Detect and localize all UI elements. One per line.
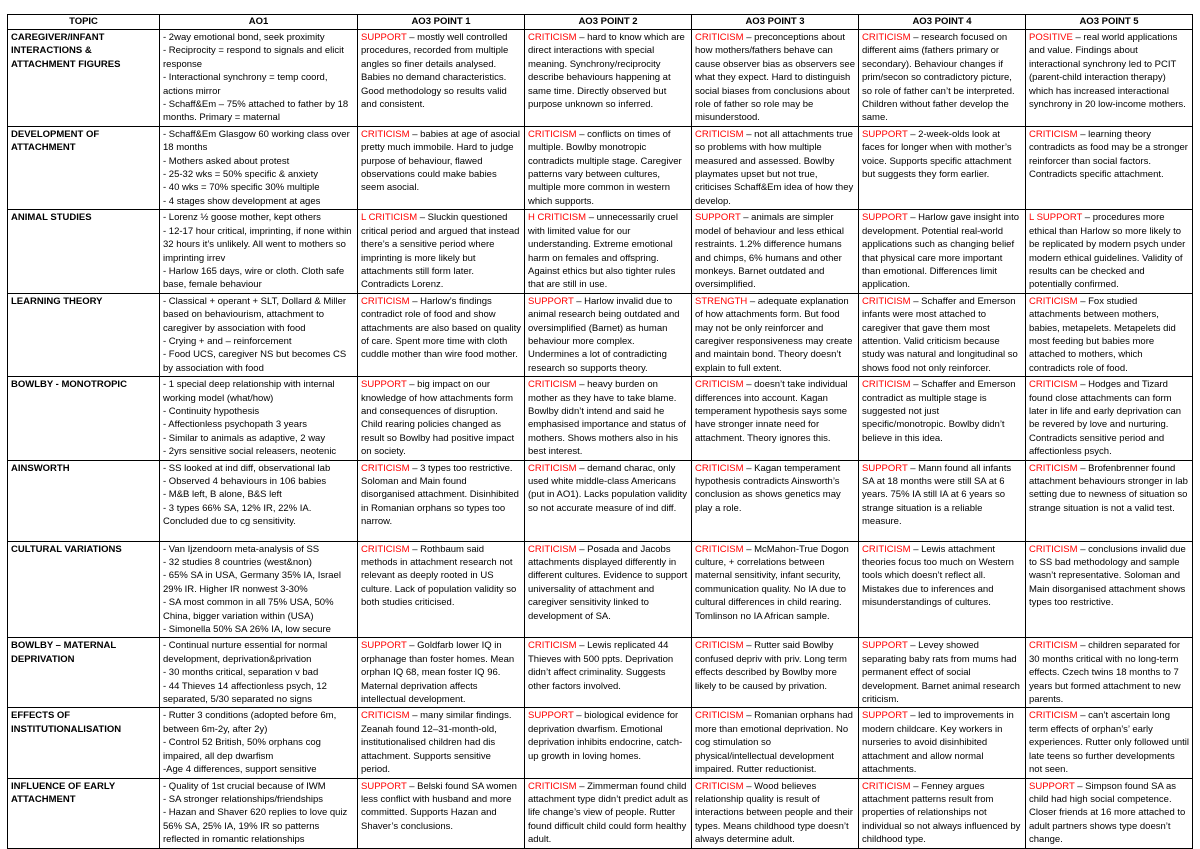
- ao1-cell: - 2way emotional bond, seek proximity - Reciprocity = respond to signals and elicit response - Interactional synchrony = temp coord, actions mirror - Schaff&Em – 75% attached to father by 18 months. Primary = maternal: [160, 30, 358, 127]
- evaluation-text: – adequate explanation of how attachments form. But food may not be only reinforcer and caregiver responsiveness may create and maintain bond. Theory doesn’t explain to full extent.: [695, 295, 853, 374]
- evaluation-text: – animals are simpler model of behaviour and less ethical restraints. 1.2% difference humans and chimps, 6% humans and other monkeys. Barnet outdated and oversimplified.: [695, 212, 844, 291]
- ao3-point-4-cell: [859, 541, 1026, 638]
- ao3-point-4-cell: [859, 293, 1026, 376]
- evaluation-text: – children separated for 30 months critical with no long-term effects. Czech twins 18 months to 7 years but formed attachment to new parents.: [1029, 640, 1181, 706]
- evaluation-label: CRITICISM: [1029, 379, 1078, 391]
- ao3-point-5-cell: [1026, 460, 1193, 541]
- evaluation-text: – many similar findings. Zeanah found 12–31-month-old, institutionalised children had dis attachment. Supports sensitive period.: [361, 710, 512, 776]
- ao3-point-2-cell: [525, 460, 692, 541]
- evaluation-text: – conclusions invalid due to SS bad methodology and sample wasn’t representative. Soloman and Main disorganised attachment shows types too restrictive.: [1029, 543, 1186, 609]
- evaluation-text: – Goldfarb lower IQ in orphanage than foster homes. Mean orphan IQ 68, mean foster IQ 96. Maternal deprivation affects intellectual development.: [361, 640, 515, 706]
- evaluation-label: CRITICISM: [1029, 462, 1078, 474]
- evaluation-text: – demand charac, only used white middle-class Americans (put in AO1). Lacks population validity so not accurate measure of ind diff.: [528, 462, 687, 514]
- evaluation-label: SUPPORT: [862, 462, 908, 474]
- evaluation-text: – Rutter said Bowlby confused depriv with priv. Long term effects described by Bowlby more likely to be caused by privation.: [695, 640, 847, 692]
- evaluation-label: CRITICISM: [862, 379, 911, 391]
- ao3-point-3-cell: [692, 293, 859, 376]
- evaluation-text: – Harlow invalid due to animal research being outdated and oversimplified (Barnet) as human behaviour more complex. Undermines a lot of contradicting research so supports theory.: [528, 295, 680, 374]
- evaluation-label: CRITICISM: [695, 710, 744, 722]
- ao3-point-5-cell: [1026, 778, 1193, 848]
- table-row: [8, 708, 1193, 778]
- ao3-point-4-cell: [859, 778, 1026, 848]
- evaluation-label: CRITICISM: [361, 543, 410, 555]
- ao3-point-1-cell: [358, 30, 525, 127]
- ao3-point-5-cell: [1026, 126, 1193, 209]
- ao3-point-4-cell: [859, 210, 1026, 293]
- evaluation-text: – Brofenbrenner found attachment behaviours stronger in lab setting due to newness of situation so strange situation is not a valid test.: [1029, 462, 1188, 514]
- evaluation-label: CRITICISM: [695, 462, 744, 474]
- topic-cell: LEARNING THEORY: [8, 293, 160, 376]
- evaluation-label: SUPPORT: [361, 32, 407, 43]
- evaluation-label: CRITICISM: [1029, 543, 1078, 555]
- evaluation-text: – Simpson found SA as child had high social competence. Closer friends at 16 more attached to adult partners shows type doesn’t change.: [1029, 780, 1186, 846]
- ao3-point-5-cell: [1026, 30, 1193, 127]
- ao3-point-2-cell: [525, 293, 692, 376]
- table-row: [8, 377, 1193, 460]
- evaluation-text: – Schaffer and Emerson infants were most attached to caregiver that gave them most attention. Valid criticism because study was natural and longitudinal so shows food not only reinforcer.: [862, 295, 1018, 374]
- evaluation-text: – led to improvements in modern childcare. Key workers in nurseries to avoid disinhibited attachment and allow normal attachments.: [862, 710, 1014, 776]
- evaluation-label: CRITICISM: [528, 462, 577, 474]
- evaluation-label: CRITICISM: [1029, 295, 1078, 307]
- topic-cell: ANIMAL STUDIES: [8, 210, 160, 293]
- ao3-point-3-cell: [692, 460, 859, 541]
- ao3-point-1-cell: [358, 126, 525, 209]
- evaluation-text: – heavy burden on mother as they have to take blame. Bowlby didn’t intend and said he emphasised importance and status of mothers. Shows mothers also in his best interest.: [528, 379, 686, 458]
- table-row: [8, 126, 1193, 209]
- evaluation-label: POSITIVE: [1029, 32, 1073, 43]
- evaluation-text: – biological evidence for deprivation dwarfism. Emotional deprivation inhibits endocrine, catch-up growth in loving homes.: [528, 710, 683, 762]
- evaluation-text: – not all attachments true so problems with how multiple measured and assessed. Bowlby playmates upset but not true, criticises Schaff&Em idea of how they develop.: [695, 128, 854, 207]
- evaluation-text: – Schaffer and Emerson contradict as multiple stage is suggested not just specific/monotropic. Bowlby didn’t believe in this idea.: [862, 379, 1016, 444]
- evaluation-text: – Zimmerman found child attachment type didn’t predict adult as life change’s view of people. Rutter found difficult child could form healthy adult.: [528, 780, 689, 846]
- evaluation-label: SUPPORT: [361, 780, 407, 792]
- evaluation-label: CRITICISM: [528, 640, 577, 652]
- header-topic: TOPIC: [8, 15, 160, 30]
- ao3-point-1-cell: [358, 377, 525, 460]
- evaluation-text: – Kagan temperament hypothesis contradicts Ainsworth’s conclusion as shows genetics may play a role.: [695, 462, 841, 514]
- evaluation-text: – hard to know which are direct interactions with special meaning. Synchrony/reciprocity describe behaviours happening at same time. Directly observed but purpose unknown so inferred.: [528, 32, 685, 111]
- ao3-point-4-cell: [859, 377, 1026, 460]
- evaluation-label: SUPPORT: [862, 710, 908, 722]
- topic-cell: CULTURAL VARIATIONS: [8, 541, 160, 638]
- table-row: [8, 293, 1193, 376]
- evaluation-label: SUPPORT: [528, 295, 574, 307]
- table-row: [8, 638, 1193, 708]
- ao3-point-3-cell: [692, 126, 859, 209]
- ao3-point-1-cell: [358, 708, 525, 778]
- evaluation-label: SUPPORT: [695, 212, 741, 224]
- header-row: [8, 15, 1193, 30]
- evaluation-label: CRITICISM: [528, 128, 577, 140]
- header-ao3-point-4: AO3 POINT 4: [859, 15, 1026, 30]
- topic-cell: DEVELOPMENT OF ATTACHMENT: [8, 126, 160, 209]
- evaluation-text: – Rothbaum said methods in attachment research not relevant as deeply rooted in US culture. Lack of population validity so both studies criticised.: [361, 543, 517, 609]
- ao3-point-2-cell: [525, 30, 692, 127]
- evaluation-label: CRITICISM: [695, 640, 744, 652]
- topic-cell: INFLUENCE OF EARLY ATTACHMENT: [8, 778, 160, 848]
- ao3-point-1-cell: [358, 638, 525, 708]
- ao3-point-2-cell: [525, 778, 692, 848]
- evaluation-label: SUPPORT: [361, 640, 407, 652]
- evaluation-text: – doesn’t take individual differences into account. Kagan temperament hypothesis says some have stronger innate need for attachment. Theory ignores this.: [695, 379, 848, 444]
- ao3-point-5-cell: [1026, 541, 1193, 638]
- evaluation-text: – Harlow’s findings contradict role of food and show attachments are also based on quality of care. Spent more time with cloth cuddle mother than wire food mother.: [361, 295, 522, 361]
- evaluation-label: CRITICISM: [695, 128, 744, 140]
- ao3-point-3-cell: [692, 377, 859, 460]
- evaluation-text: – Posada and Jacobs attachments displayed differently in different cultures. Evidence to support universality of attachment and caregiver sensitivity linked to development of SA.: [528, 543, 688, 622]
- evaluation-label: CRITICISM: [528, 32, 577, 43]
- evaluation-label: SUPPORT: [862, 128, 908, 140]
- evaluation-text: – real world applications and value. Findings about interactional synchrony led to PCIT (parent-child interaction therapy) which has increased interactional synchrony in 20 low-income mothers.: [1029, 32, 1186, 111]
- evaluation-text: – research focused on different aims (fathers primary or secondary). Behaviour changes if prim/secon so contradictory picture, so role of father can’t be interpreted. Children without father develop the same.: [862, 32, 1015, 124]
- ao3-point-4-cell: [859, 460, 1026, 541]
- ao1-cell: - Lorenz ½ goose mother, kept others - 12-17 hour critical, imprinting, if none within 32 hours it’s unlikely. All went to mothers so imprinting irrev - Harlow 165 days, wire or cloth. Cloth safe base, female behaviour: [160, 210, 358, 293]
- ao3-point-5-cell: [1026, 210, 1193, 293]
- evaluation-label: CRITICISM: [528, 543, 577, 555]
- topic-cell: AINSWORTH: [8, 460, 160, 541]
- ao3-point-5-cell: [1026, 377, 1193, 460]
- evaluation-label: CRITICISM: [528, 780, 577, 792]
- ao3-point-1-cell: [358, 293, 525, 376]
- evaluation-label: CRITICISM: [862, 32, 911, 43]
- ao3-point-4-cell: [859, 126, 1026, 209]
- evaluation-label: SUPPORT: [528, 710, 574, 722]
- evaluation-label: SUPPORT: [1029, 780, 1075, 792]
- evaluation-label: CRITICISM: [695, 780, 744, 792]
- evaluation-text: – Lewis attachment theories focus too much on Western tools which doesn’t reflect all. Mistakes due to inferences and misunderstandings of cultures.: [862, 543, 1014, 609]
- evaluation-label: CRITICISM: [361, 295, 410, 307]
- ao3-point-5-cell: [1026, 708, 1193, 778]
- ao3-point-4-cell: [859, 708, 1026, 778]
- evaluation-text: – Harlow gave insight into development. Potential real-world applications such as changing belief that physical care more important than emotional. Differences limit application.: [862, 212, 1020, 291]
- ao3-point-2-cell: [525, 541, 692, 638]
- revision-table: [7, 14, 1193, 849]
- evaluation-label: CRITICISM: [695, 543, 744, 555]
- ao3-point-3-cell: [692, 210, 859, 293]
- ao3-point-3-cell: [692, 778, 859, 848]
- header-ao3-point-5: AO3 POINT 5: [1026, 15, 1193, 30]
- evaluation-text: – Fox studied attachments between mothers, babies, metapelets. Metapelets did most feeding but babies more attached to mothers, which contradicts role of food.: [1029, 295, 1176, 374]
- ao1-cell: - SS looked at ind diff, observational lab - Observed 4 behaviours in 106 babies - M&B left, B alone, B&S left - 3 types 66% SA, 12% IR, 22% IA. Concluded due to cg sensitivity.: [160, 460, 358, 541]
- ao3-point-1-cell: [358, 778, 525, 848]
- ao1-cell: - 1 special deep relationship with internal working model (what/how) - Continuity hypothesis - Affectionless psychopath 3 years - Similar to animals as adaptive, 2 way - 2yrs sensitive social releasers, neotenic: [160, 377, 358, 460]
- evaluation-label: L CRITICISM: [361, 212, 418, 224]
- ao3-point-1-cell: [358, 541, 525, 638]
- ao3-point-4-cell: [859, 638, 1026, 708]
- ao3-point-2-cell: [525, 638, 692, 708]
- evaluation-text: – mostly well controlled procedures, recorded from multiple angles so finer details analysed. Babies no demand characteristics. Good methodology so results valid and consistent.: [361, 32, 509, 111]
- evaluation-label: H CRITICISM: [528, 212, 587, 224]
- evaluation-text: – Hodges and Tizard found close attachments can form later in life and early deprivation can be revered by love and nurturing. Contradicts sensitive period and affectionless psych.: [1029, 379, 1182, 458]
- evaluation-label: CRITICISM: [361, 710, 410, 722]
- topic-cell: BOWLBY – MATERNAL DEPRIVATION: [8, 638, 160, 708]
- table-row: [8, 210, 1193, 293]
- ao3-point-5-cell: [1026, 293, 1193, 376]
- evaluation-label: CRITICISM: [862, 295, 911, 307]
- evaluation-label: CRITICISM: [361, 128, 410, 140]
- evaluation-text: – procedures more ethical than Harlow so more likely to be replicated by modern psych under modern ethical guidelines. Validity of results can be checked and potentially confirmed.: [1029, 212, 1186, 291]
- ao1-cell: - Continual nurture essential for normal development, deprivation&privation - 30 months critical, separation v bad - 44 Thieves 14 affectionless psych, 12 separated, 5/30 separated no signs: [160, 638, 358, 708]
- ao3-point-2-cell: [525, 377, 692, 460]
- evaluation-text: – babies at age of asocial pretty much immobile. Hard to judge purpose of behaviour, flawed observations could make babies seem asocial.: [361, 128, 520, 194]
- ao3-point-3-cell: [692, 30, 859, 127]
- evaluation-label: CRITICISM: [528, 379, 577, 391]
- ao1-cell: - Van Ijzendoorn meta-analysis of SS - 32 studies 8 countries (west&non) - 65% SA in USA, Germany 35% IA, Israel 29% IR. Higher IR nonwest 3-30% - SA most common in all 75% USA, 50% China, bigger variation within (USA) - Simonella 50% SA 26% IA, low secure: [160, 541, 358, 638]
- topic-cell: BOWLBY - MONOTROPIC: [8, 377, 160, 460]
- ao1-cell: - Schaff&Em Glasgow 60 working class over 18 months - Mothers asked about protest - 25-32 wks = 50% specific & anxiety - 40 wks = 70% specific 30% multiple - 4 stages show development at ages: [160, 126, 358, 209]
- evaluation-text: – Mann found all infants SA at 18 months were still SA at 6 years. 75% IA still IA at 6 years so strange situation is a reliable measure.: [862, 462, 1012, 528]
- document-page: [7, 14, 1193, 849]
- evaluation-label: SUPPORT: [361, 379, 407, 391]
- ao1-cell: - Classical + operant + SLT, Dollard & Miller based on behaviourism, attachment to caregiver by association with food - Crying + and – reinforcement - Food UCS, caregiver NS but becomes CS by association with food: [160, 293, 358, 376]
- evaluation-text: – McMahon-True Dogon culture, + correlations between maternal sensitivity, infant security, communication quality. No IA due to cultural differences in child rearing. Tomlinson no IA African sample.: [695, 543, 849, 622]
- evaluation-text: – Lewis replicated 44 Thieves with 500 ppts. Deprivation didn’t affect criminality. Suggests other factors involved.: [528, 640, 674, 692]
- evaluation-text: – Levey showed separating baby rats from mums had permanent effect of social development. Barnet animal research criticism.: [862, 640, 1020, 706]
- ao3-point-1-cell: [358, 210, 525, 293]
- ao3-point-4-cell: [859, 30, 1026, 127]
- evaluation-label: CRITICISM: [1029, 128, 1078, 140]
- header-ao3-point-1: AO3 POINT 1: [358, 15, 525, 30]
- ao1-cell: - Rutter 3 conditions (adopted before 6m, between 6m-2y, after 2y) - Control 52 British, 50% orphans cog impaired, all dep dwarfism -Age 4 differences, support sensitive: [160, 708, 358, 778]
- table-row: [8, 778, 1193, 848]
- ao3-point-2-cell: [525, 708, 692, 778]
- evaluation-label: CRITICISM: [1029, 640, 1078, 652]
- evaluation-text: – Fenney argues attachment patterns result from properties of relationships not individual so not always influenced by childhood type.: [862, 780, 1021, 846]
- evaluation-label: CRITICISM: [862, 543, 911, 555]
- evaluation-text: – Sluckin questioned critical period and argued that instead there’s a sensitive period where imprinting is more likely but attachments still form later. Contradicts Lorenz.: [361, 212, 520, 291]
- evaluation-label: SUPPORT: [862, 212, 908, 224]
- table-row: [8, 541, 1193, 638]
- ao1-cell: - Quality of 1st crucial because of IWM - SA stronger relationships/friendships - Hazan and Shaver 620 replies to love quiz 56% SA, 25% IA, 19% IR so patterns reflected in romantic relationships: [160, 778, 358, 848]
- table-row: [8, 460, 1193, 541]
- evaluation-text: – Wood believes relationship quality is result of interactions between people and their types. Means childhood type doesn’t always determine adult.: [695, 780, 853, 846]
- evaluation-text: – unnecessarily cruel with limited value for our understanding. Extreme emotional harm on females and offspring. Against ethics but also tighter rules that are still in use.: [528, 212, 678, 291]
- topic-cell: CAREGIVER/INFANT INTERACTIONS & ATTACHMENT FIGURES: [8, 30, 160, 127]
- evaluation-text: – Romanian orphans had more than emotional deprivation. No cog stimulation so physical/intellectual development impaired. Rutter reductionist.: [695, 710, 853, 776]
- table-row: [8, 30, 1193, 127]
- evaluation-label: SUPPORT: [862, 640, 908, 652]
- evaluation-text: – 3 types too restrictive. Soloman and Main found disorganised attachment. Disinhibited in Romanian orphans so types too narrow.: [361, 462, 519, 528]
- evaluation-label: CRITICISM: [862, 780, 911, 792]
- evaluation-text: – 2-week-olds look at faces for longer when with mother’s voice. Supports specific attachment but suggests they form earlier.: [862, 128, 1012, 181]
- header-ao1: AO1: [160, 15, 358, 30]
- evaluation-label: CRITICISM: [695, 32, 744, 43]
- evaluation-text: – big impact on our knowledge of how attachments form and consequences of disruption. Child rearing policies changed as result so Bowlby had positive impact on society.: [361, 379, 515, 458]
- ao3-point-2-cell: [525, 210, 692, 293]
- evaluation-label: STRENGTH: [695, 295, 748, 307]
- evaluation-label: CRITICISM: [361, 462, 410, 474]
- ao3-point-1-cell: [358, 460, 525, 541]
- header-ao3-point-2: AO3 POINT 2: [525, 15, 692, 30]
- ao3-point-3-cell: [692, 708, 859, 778]
- evaluation-text: – preconceptions about how mothers/fathers behave can cause observer bias as observers see what they expect. Hard to distinguish social biases from conclusions about role of father so role may be misunderstood.: [695, 32, 855, 124]
- topic-cell: EFFECTS OF INSTITUTIONALISATION: [8, 708, 160, 778]
- evaluation-label: L SUPPORT: [1029, 212, 1083, 224]
- ao3-point-5-cell: [1026, 638, 1193, 708]
- ao3-point-3-cell: [692, 541, 859, 638]
- header-ao3-point-3: AO3 POINT 3: [692, 15, 859, 30]
- ao3-point-2-cell: [525, 126, 692, 209]
- evaluation-text: – Belski found SA women less conflict with husband and more committed. Supports Hazan and Shaver’s conclusions.: [361, 780, 517, 832]
- evaluation-text: – can’t ascertain long term effects of orphan’s’ early experiences. Rutter only followed until late teens so further developments not seen.: [1029, 710, 1190, 776]
- evaluation-label: CRITICISM: [1029, 710, 1078, 722]
- ao3-point-3-cell: [692, 638, 859, 708]
- evaluation-text: – conflicts on times of multiple. Bowlby monotropic contradicts multiple stage. Caregiver patterns vary between cultures, multiple more common in western which supports.: [528, 128, 682, 207]
- evaluation-text: – learning theory contradicts as food may be a stronger reinforcer than social factors. Contradicts specific attachment.: [1029, 128, 1188, 181]
- evaluation-label: CRITICISM: [695, 379, 744, 391]
